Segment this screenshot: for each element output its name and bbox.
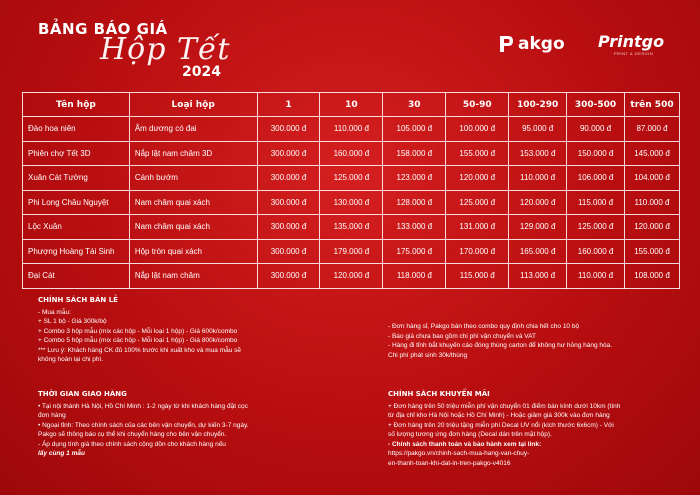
price-cell: 120.000 đ — [320, 264, 383, 289]
delivery-line: • Tại nội thành Hà Nội, Hồ Chí Minh : 1-2 ngày từ khi khách hàng đặt cọc — [38, 402, 248, 410]
price-cell: 300.000 đ — [257, 117, 320, 142]
price-cell: 179.000 đ — [320, 239, 383, 264]
pakgo-logo-icon — [498, 34, 514, 54]
price-cell: 300.000 đ — [257, 264, 320, 289]
table-row — [23, 190, 680, 215]
price-cell: 128.000 đ — [383, 190, 446, 215]
price-cell: 110.000 đ — [625, 190, 680, 215]
box-type-cell: Nam châm quai xách — [129, 190, 257, 215]
price-cell: 113.000 đ — [509, 264, 567, 289]
price-cell: 129.000 đ — [509, 215, 567, 240]
price-table — [22, 92, 680, 289]
box-type-cell: Nam châm quai xách — [129, 215, 257, 240]
price-cell: 155.000 đ — [446, 141, 509, 166]
box-type-cell: Âm dương có đai — [129, 117, 257, 142]
price-cell: 115.000 đ — [567, 190, 625, 215]
price-cell: 175.000 đ — [383, 239, 446, 264]
price-cell: 135.000 đ — [320, 215, 383, 240]
price-cell: 170.000 đ — [446, 239, 509, 264]
price-cell: 300.000 đ — [257, 166, 320, 191]
header — [0, 0, 700, 92]
table-row — [23, 166, 680, 191]
delivery-line: đơn hàng — [38, 412, 66, 419]
promo-link[interactable]: https://pakgo.vn/chinh-sach-mua-hang-van-chuy- — [388, 450, 530, 457]
price-cell: 300.000 đ — [257, 190, 320, 215]
promo-line: số lượng tương ứng đơn hàng (Decal dán trên mặt hộp). — [388, 431, 552, 438]
promo-line: từ địa chỉ kho Hà Nội hoặc Hồ Chí Minh) - Hoặc giảm giá 300k vào đơn hàng — [388, 412, 610, 419]
price-cell: 120.000 đ — [625, 215, 680, 240]
price-cell: 158.000 đ — [383, 141, 446, 166]
col-header-qty-300-500: 300-500 — [567, 93, 625, 117]
box-name-cell: Xuân Cát Tường — [23, 166, 130, 191]
wholesale-line: Chi phí phát sinh 30k/thùng — [388, 351, 468, 359]
price-cell: 90.000 đ — [567, 117, 625, 142]
price-cell: 120.000 đ — [509, 190, 567, 215]
price-cell: 106.000 đ — [567, 166, 625, 191]
col-header-qty-10: 10 — [320, 93, 383, 117]
price-cell: 105.000 đ — [383, 117, 446, 142]
price-cell: 104.000 đ — [625, 166, 680, 191]
wholesale-line: - Đơn hàng sỉ, Pakgo bán theo combo quy định chia hết cho 10 bộ — [388, 323, 580, 330]
wholesale-line: - Báo giá chưa bao gồm chi phí vận chuyển và VAT — [388, 332, 536, 340]
col-header-qty-100-290: 100-290 — [509, 93, 567, 117]
wholesale-notes — [388, 322, 688, 360]
price-cell: 110.000 đ — [567, 264, 625, 289]
delivery-line: • Ngoại tỉnh: Theo chính sách của các bên vận chuyển, dự kiến 3-7 ngày. — [38, 421, 249, 429]
price-cell: 145.000 đ — [625, 141, 680, 166]
retail-line: + Combo 5 hộp mẫu (mix các hộp - Mỗi loại 1 hộp) - Giá 800k/combo — [38, 337, 238, 344]
promo-link-title: - Chính sách thanh toán và bảo hành xem tại link: — [388, 440, 542, 448]
wholesale-line: - Hàng đi tỉnh bắt khuyến cáo đóng thùng carton để không hư hỏng hàng hóa. — [388, 342, 613, 349]
col-header-qty-50-90: 50-90 — [446, 93, 509, 117]
price-cell: 120.000 đ — [446, 166, 509, 191]
promo-link[interactable]: en-thanh-toan-khi-dat-in-tren-pakgo-v4016 — [388, 459, 511, 467]
price-cell: 95.000 đ — [509, 117, 567, 142]
table-row — [23, 264, 680, 289]
box-name-cell: Lộc Xuân — [23, 215, 130, 240]
col-header-box-type: Loại hộp — [129, 93, 257, 117]
delivery-line: lấy cùng 1 mẫu — [38, 450, 85, 457]
price-cell: 118.000 đ — [383, 264, 446, 289]
price-cell: 130.000 đ — [320, 190, 383, 215]
price-cell: 131.000 đ — [446, 215, 509, 240]
table-header-row — [23, 93, 680, 117]
retail-line: - Mua mẫu: — [38, 308, 71, 316]
price-cell: 123.000 đ — [383, 166, 446, 191]
price-cell: 108.000 đ — [625, 264, 680, 289]
price-cell: 300.000 đ — [257, 239, 320, 264]
price-cell: 100.000 đ — [446, 117, 509, 142]
box-type-cell: Hộp tròn quai xách — [129, 239, 257, 264]
price-cell: 125.000 đ — [320, 166, 383, 191]
table-row — [23, 215, 680, 240]
pakgo-logo-text: akgo — [518, 34, 565, 54]
box-name-cell: Phi Long Châu Nguyệt — [23, 190, 130, 215]
promo-line: + Đơn hàng trên 50 triệu miễn phí vận chuyển 01 điểm bán kính dưới 10km (tính — [388, 402, 621, 410]
promo-policy-title: CHÍNH SÁCH KHUYẾN MÃI — [388, 390, 490, 398]
col-header-qty-1: 1 — [257, 93, 320, 117]
price-cell: 165.000 đ — [509, 239, 567, 264]
col-header-qty-30: 30 — [383, 93, 446, 117]
delivery-policy — [38, 390, 338, 459]
printgo-logo-text: Printgo — [598, 32, 665, 51]
price-cell: 110.000 đ — [320, 117, 383, 142]
box-name-cell: Đào hoa niên — [23, 117, 130, 142]
page-title: BẢNG BÁO GIÁ — [38, 20, 168, 38]
retail-policy-title: CHÍNH SÁCH BÁN LẺ — [38, 296, 118, 304]
delivery-line: Pakgo sẽ thông báo cụ thể khi chuyển hàng cho bên vận chuyển. — [38, 431, 227, 438]
delivery-policy-title: THỜI GIAN GIAO HÀNG — [38, 390, 127, 398]
price-cell: 160.000 đ — [567, 239, 625, 264]
price-cell: 87.000 đ — [625, 117, 680, 142]
box-type-cell: Nắp lật nam châm — [129, 264, 257, 289]
retail-policy — [38, 296, 338, 365]
price-cell: 150.000 đ — [567, 141, 625, 166]
box-name-cell: Phiên chợ Tết 3D — [23, 141, 130, 166]
price-cell: 160.000 đ — [320, 141, 383, 166]
col-header-qty-over-500: trên 500 — [625, 93, 680, 117]
retail-line: không hoàn lại chi phí. — [38, 356, 104, 363]
box-type-cell: Nắp lật nam châm 3D — [129, 141, 257, 166]
price-cell: 133.000 đ — [383, 215, 446, 240]
retail-line: + Combo 3 hộp mẫu (mix các hộp - Mỗi loại 1 hộp) - Giá 600k/combo — [38, 327, 238, 335]
pakgo-logo — [498, 34, 565, 54]
delivery-line: - Áp dụng tính giá theo chính sách cộng dồn cho khách hàng nếu — [38, 440, 226, 448]
title-year: 2024 — [182, 64, 221, 80]
col-header-box-name: Tên hộp — [23, 93, 130, 117]
title-script: Hộp Tết — [100, 32, 231, 67]
price-cell: 110.000 đ — [509, 166, 567, 191]
printgo-logo-subtext: PRINT & DESIGN — [614, 51, 654, 56]
promo-line: + Đơn hàng trên 20 triệu tặng miễn phí Decal UV nổi (kích thước 6x6cm) - Với — [388, 421, 614, 429]
table-row — [23, 239, 680, 264]
box-name-cell: Phượng Hoàng Tái Sinh — [23, 239, 130, 264]
price-cell: 300.000 đ — [257, 141, 320, 166]
price-cell: 125.000 đ — [567, 215, 625, 240]
retail-line: + SL 1 bộ - Giá 300k/bộ — [38, 318, 107, 325]
box-type-cell: Cánh bướm — [129, 166, 257, 191]
price-cell: 125.000 đ — [446, 190, 509, 215]
price-cell: 153.000 đ — [509, 141, 567, 166]
price-cell: 300.000 đ — [257, 215, 320, 240]
price-cell: 155.000 đ — [625, 239, 680, 264]
retail-line: *** Lưu ý: Khách hàng CK đủ 100% trước khi xuất kho và mua mẫu sẽ — [38, 346, 242, 354]
table-row — [23, 141, 680, 166]
box-name-cell: Đại Cát — [23, 264, 130, 289]
table-row — [23, 117, 680, 142]
price-cell: 115.000 đ — [446, 264, 509, 289]
promo-policy — [388, 390, 688, 468]
printgo-logo — [598, 32, 664, 56]
